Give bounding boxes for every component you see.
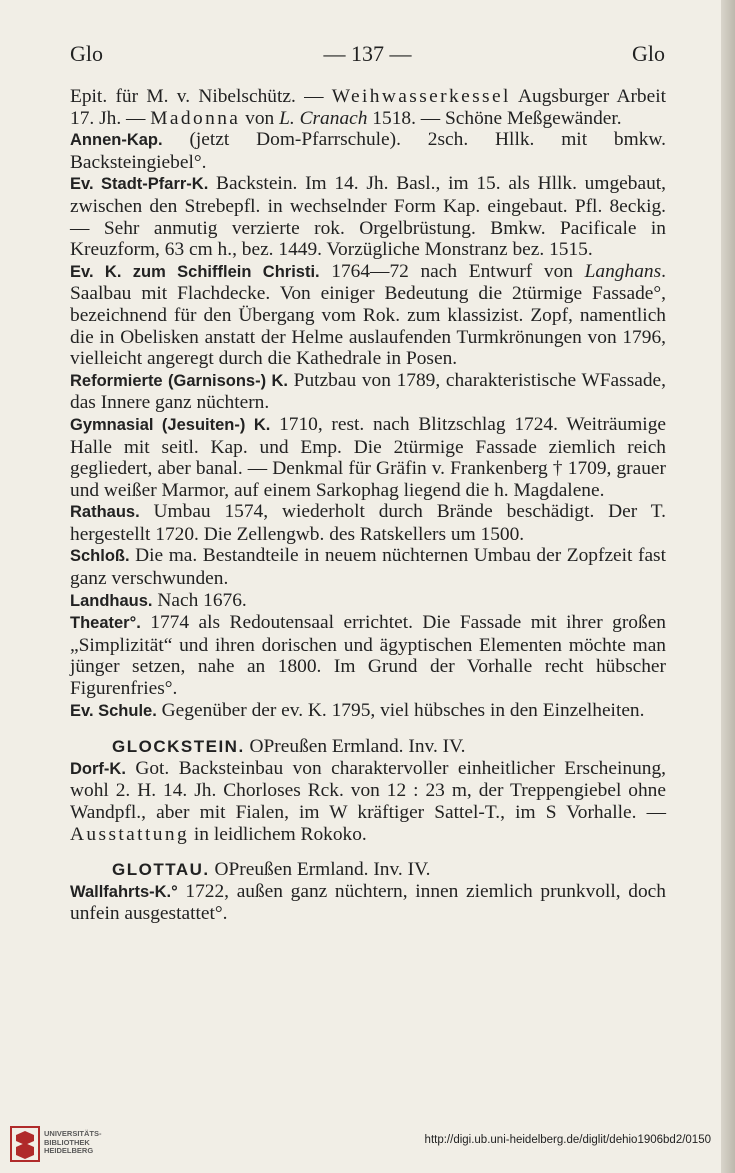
entry-paragraph <box>70 545 666 589</box>
place-heading: GLOTTAU. <box>112 860 210 880</box>
page-edge <box>721 0 735 1173</box>
entry-paragraph <box>70 881 666 925</box>
entry-text: 1722, außen ganz nüchtern, innen ziemlich prunkvoll, doch unfein ausgestattet°. <box>70 880 666 925</box>
entry-text: in leidlichem Rokoko. <box>189 823 367 845</box>
entry-text: 1518. — Schöne Meßgewänder. <box>367 107 622 129</box>
body-text <box>70 86 666 925</box>
library-name <box>44 1130 102 1156</box>
library-name-line: HEIDELBERG <box>44 1146 94 1155</box>
entry-text: Weihwasserkessel <box>331 86 511 107</box>
entry-paragraph <box>70 700 666 723</box>
entry-text: 1774 als Redoutensaal errichtet. Die Fassade mit ihrer großen „Simplizität“ und ihren dorischen und ägyptischen Elementen möchte man jünger setzen, nahe an 1800. Im Grund der Vorhalle recht hübscher Figurenfries°. <box>70 612 666 700</box>
entry-text: Madonna <box>150 107 241 129</box>
entry-keyword: Ev. K. zum Schifflein Christi. <box>70 262 320 281</box>
entry-paragraph <box>70 370 666 414</box>
entry-text: OPreußen Ermland. Inv. IV. <box>244 736 466 758</box>
footer <box>0 1118 721 1173</box>
entry-text: Got. Backsteinbau von charaktervoller einheitlicher Erscheinung, wohl 2. H. 14. Jh. Chorloses Rck. von 12 : 23 m, der Treppengiebel ohne Wandpfl., aber mit Fialen, im W kräftiger Sattel-T., im S Vorhalle. — <box>70 757 666 823</box>
entry-keyword: Landhaus. <box>70 591 153 610</box>
entry-text: Backstein. Im 14. Jh. Basl., im 15. als Hllk. umgebaut, zwischen den Strebepfl. in wechselnder Form Kap. eingebaut. Pfl. 8eckig. — Sehr anmutig verzierte rok. Orgelbrüstung. Bmkw. Pacificale in Kreuzform, 63 cm h., bez. 1449. Vorzügliche Monstranz bez. 1515. <box>70 173 666 261</box>
entry-text: Umbau 1574, wiederholt durch Brände beschädigt. Der T. hergestellt 1720. Die Zellengwb. des Ratskellers um 1500. <box>70 501 666 545</box>
entry-text: Ausstattung <box>70 823 190 845</box>
place-heading: GLOCKSTEIN. <box>112 737 245 757</box>
entry-paragraph <box>70 129 666 173</box>
entry-keyword: Schloß. <box>70 547 130 566</box>
entry-keyword: Ev. Stadt-Pfarr-K. <box>70 175 209 194</box>
entry-text: von <box>240 107 280 129</box>
entry-text: Gegenüber der ev. K. 1795, viel hübsches in den Einzelheiten. <box>156 699 645 721</box>
entry-text: Epit. für M. v. Nibelschütz. — <box>70 86 332 107</box>
entry-text: L. Cranach <box>279 107 368 129</box>
entry-keyword: Theater°. <box>70 614 141 633</box>
page-header <box>70 41 665 69</box>
entry-keyword: Dorf-K. <box>70 759 126 778</box>
entry-paragraph <box>70 261 666 370</box>
header-right: Glo <box>632 41 665 66</box>
entry-keyword: Reformierte (Garnisons-) K. <box>70 371 289 390</box>
entry-text: 1764—72 nach Entwurf von <box>319 260 585 282</box>
library-name-line: UNIVERSITÄTS- <box>44 1129 102 1138</box>
entry-text: (jetzt Dom-Pfarrschule). 2sch. Hllk. mit bmkw. Backsteingiebel°. <box>70 129 666 173</box>
library-logo-icon <box>10 1125 40 1168</box>
entry-text: OPreußen Ermland. Inv. IV. <box>209 859 431 881</box>
source-url-link[interactable]: http://digi.ub.uni-heidelberg.de/diglit/dehio1906bd2/0150 <box>424 1134 711 1146</box>
entry-text: Augsburger Arbeit 17. Jh. — <box>70 86 666 129</box>
entry-keyword: Rathaus. <box>70 503 140 522</box>
entry-paragraph <box>70 590 666 613</box>
entry-paragraph <box>70 173 666 260</box>
entry-paragraph <box>70 859 666 881</box>
entry-text: Die ma. Bestandteile in neuem nüchternen Umbau der Zopfzeit fast ganz verschwunden. <box>70 545 666 590</box>
entry-paragraph <box>70 758 666 845</box>
entry-keyword: Annen-Kap. <box>70 131 163 150</box>
header-left: Glo <box>70 41 103 66</box>
entry-paragraph <box>70 736 666 758</box>
entry-text: Putzbau von 1789, charakteristische WFassade, das Innere ganz nüchtern. <box>70 369 666 414</box>
entry-text: 1710, rest. nach Blitzschlag 1724. Weiträumige Halle mit seitl. Kap. und Emp. Die 2türmige Fassade ziemlich reich gegliedert, aber banal. — Denkmal für Gräfin v. Frankenberg † 1709, grauer und weißer Marmor, auf einem Sarkophag liegend die h. Magdalene. <box>70 413 666 501</box>
entry-paragraph <box>70 86 666 129</box>
entry-paragraph <box>70 501 666 545</box>
entry-paragraph <box>70 612 666 699</box>
entry-keyword: Ev. Schule. <box>70 701 157 720</box>
library-name-line: BIBLIOTHEK <box>44 1137 90 1147</box>
entry-text: Langhans <box>584 260 662 282</box>
entry-text: Nach 1676. <box>152 589 247 611</box>
entry-keyword: Gymnasial (Jesuiten-) K. <box>70 415 271 434</box>
entry-keyword: Wallfahrts-K.° <box>70 882 178 901</box>
page-number: — 137 — <box>323 41 412 66</box>
entry-paragraph <box>70 414 666 501</box>
entry-text: . Saalbau mit Flachdecke. Von einiger Bedeutung die 2türmige Fassade°, bezeichnend für den Übergang vom Rok. zum klassizist. Zopf, namentlich die in Obelisken anstatt der Helme auslaufenden Turmkrönungen von 1796, vielleicht angeregt durch die Kathedrale in Posen. <box>70 260 666 370</box>
